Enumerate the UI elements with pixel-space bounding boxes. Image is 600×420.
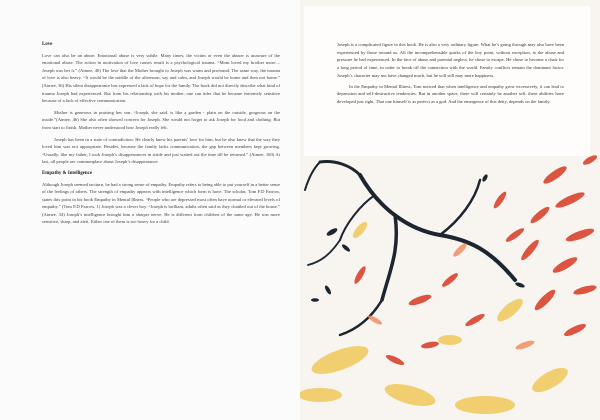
left-text-column <box>42 41 280 230</box>
right-paragraph-1: Joseph is a complicated figure in this book. He is also a very ordinary figure. What he’s going through may also have been experienced by those around us. All the incomprehensible quirks of the boy point, without exception, to the abuse and pressure he had experienced. In the face of abuse and parental neglect, he chose to escape. He chose to become a chair for a long period of time, in order to break off the connection with the world. Family conflicts remain the dominant factor. Joseph’s character may not have changed much, but he will still may more happiness. <box>337 42 564 78</box>
section-heading-empathy: Empathy & Intelligence <box>42 170 92 176</box>
empathy-paragraph-1: Although Joseph seemed taciturn, he had a strong sense of empathy. Empathy refers to being able to put yourself in a better sense of the feelings of others. The strength of empathy appears with intelligence which form is have. The scholar, Tom F.D Farrow, states this point in his book Empathy in Mental Illness. “People who are depressed most often have normal or elevated levels of empathy.” (Tom F.D Farrow, 1) Joseph was a clever boy. “Joseph is brilliant, adults often said as they chattled out of the house.” (Aimee, 34) Joseph’s intelligence brought him a sharper nerve. He is different from children of the same age. He was more sensitive, sharp, and alert. Either one of them is too heavy for a child. <box>42 181 280 225</box>
right-text-column <box>337 41 564 109</box>
love-paragraph-3: Joseph has been in a state of contradiction. He clearly knew his parents’ love for him, but he also knew that the way they loved him was not appropriate. Besides, because the family lacks communication, the gap between members kept growing. “Usually, like my father, I took Joseph’s disappearances in stride and just waited out the time till he returned.” (Aimee, 160) At last, all people are commonplace about Joseph’s disappearance. <box>42 136 280 165</box>
right-paragraph-2: In the Empathy in Mental Illness, Tom noticed that when intelligence and empathy grow excessively, it can lead to depression and self-destructive tendencies. But in another space, there will certainly be another self, these abilities have developed just right. That one himself is as perfect as a god. And the emergence of this deity, depends on the family. <box>337 83 564 104</box>
love-paragraph-2: Mother is generous in praising her son. “Joseph, she said, is like a garden - plain on the outside, gorgeous on the inside.”(Aimee, 46) She also often showed concern for Joseph. She would not forget to ask Joseph for food and clothing. But from start to finish, Mother never understood how Joseph really felt. <box>42 109 280 130</box>
love-paragraph-1: Love can also be an abuse. Emotional abuse is very subtle. Many times, the victim or even the abuser is unaware of the emotional abuse. The action in motivation of love causes result is a psychological trauma. “Mom loved my brother more.... Joseph was her it.” (Aimee, 40) The love that the Mother brought to Joseph was warm and profound. The same way, the trauma of love is also heavy. “It would be the middle of the afternoon, say and calm, and Joseph would be home and then not home.” (Aimee, 36) His silent disappearance has expressed a lack of hope for the family. The book did not directly describe what kind of trauma Joseph had experienced. But from his relationship with his mother, one can infer that he became extremely sensitive because of a lack of effective communication. <box>42 52 280 104</box>
right-page <box>300 0 600 420</box>
section-heading-love: Love <box>42 42 53 47</box>
